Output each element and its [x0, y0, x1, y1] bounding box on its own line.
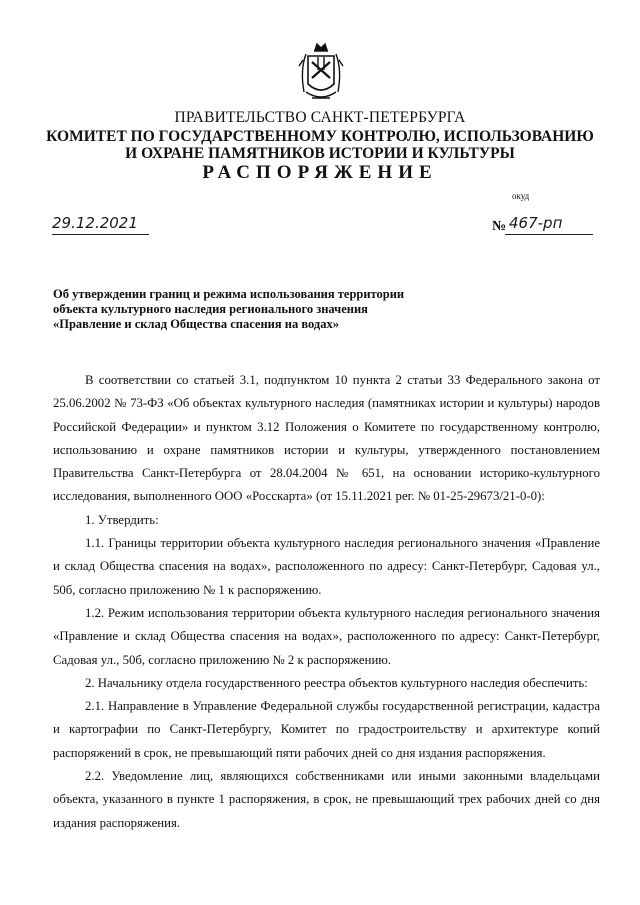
- clause-1-2: 1.2. Режим использования территории объекта культурного наследия регионального значения «Правление и склад Общества спасения на водах», расположенного по адресу: Санкт-Петербург, Садовая ул., 50б, согласно приложению № 2 к распоряжению.: [53, 605, 600, 667]
- document-title: [53, 287, 473, 332]
- clause-2-2: 2.2. Уведомление лиц, являющихся собственниками или иными законными владельцами объекта, указанного в пункте 1 распоряжения, в срок, не превышающий трех рабочих дней со дня издания распоряжения.: [53, 769, 600, 830]
- date-underline: [52, 234, 149, 235]
- committee-name: [0, 128, 640, 162]
- committee-name-line-1: КОМИТЕТ ПО ГОСУДАРСТВЕННОМУ КОНТРОЛЮ, ИСПОЛЬЗОВАНИЮ: [46, 128, 594, 145]
- title-line-3: «Правление и склад Общества спасения на водах»: [53, 317, 339, 331]
- saint-petersburg-coat-of-arms-icon: [296, 40, 346, 108]
- committee-name-line-2: И ОХРАНЕ ПАМЯТНИКОВ ИСТОРИИ И КУЛЬТУРЫ: [125, 145, 515, 162]
- clause-1: 1. Утвердить:: [85, 512, 159, 527]
- clause-2-1: 2.1. Направление в Управление Федеральной службы государственной регистрации, кадастра и картографии по Санкт-Петербургу, Комитет по градостроительству и архитектуре копий распоряжений в срок, не превышающий пяти рабочих дней со дня издания распоряжения.: [53, 699, 600, 760]
- clause-1-1: 1.1. Границы территории объекта культурного наследия регионального значения «Правление и склад Общества спасения на водах», расположенного по адресу: Санкт-Петербург, Садовая ул., 50б, согласно приложению № 1 к распоряжению.: [53, 536, 600, 597]
- title-line-2: объекта культурного наследия регионального значения: [53, 302, 368, 316]
- clause-2: 2. Начальнику отдела государственного реестра объектов культурного наследия обеспечить:: [85, 675, 588, 690]
- government-name: ПРАВИТЕЛЬСТВО САНКТ-ПЕТЕРБУРГА: [174, 109, 466, 126]
- number-label: №: [492, 219, 507, 234]
- document-number: 467-рп: [509, 214, 563, 232]
- okud-label: окуд: [512, 191, 530, 201]
- title-line-1: Об утверждении границ и режима использования территории: [53, 287, 405, 301]
- document-body: [53, 369, 600, 835]
- document-type: РАСПОРЯЖЕНИЕ: [202, 162, 438, 183]
- number-underline: [505, 234, 593, 235]
- preamble-paragraph: В соответствии со статьей 3.1, подпунктом 10 пункта 2 статьи 33 Федерального закона от 25.06.2002 № 73-ФЗ «Об объектах культурного наследия (памятниках истории и культуры) народов Российской Федерации» и пунктом 3.12 Положения о Комитете по государственному контролю, использованию и охране памятников истории и культуры, утвержденного постановлением Правительства Санкт-Петербурга от 28.04.2004 № 651, на основании историко-культурного исследования, выполненного ООО «Росскарта» (от 15.11.2021 рег. № 01-25-29673/21-0-0):: [53, 373, 600, 504]
- document-date: 29.12.2021: [52, 214, 138, 232]
